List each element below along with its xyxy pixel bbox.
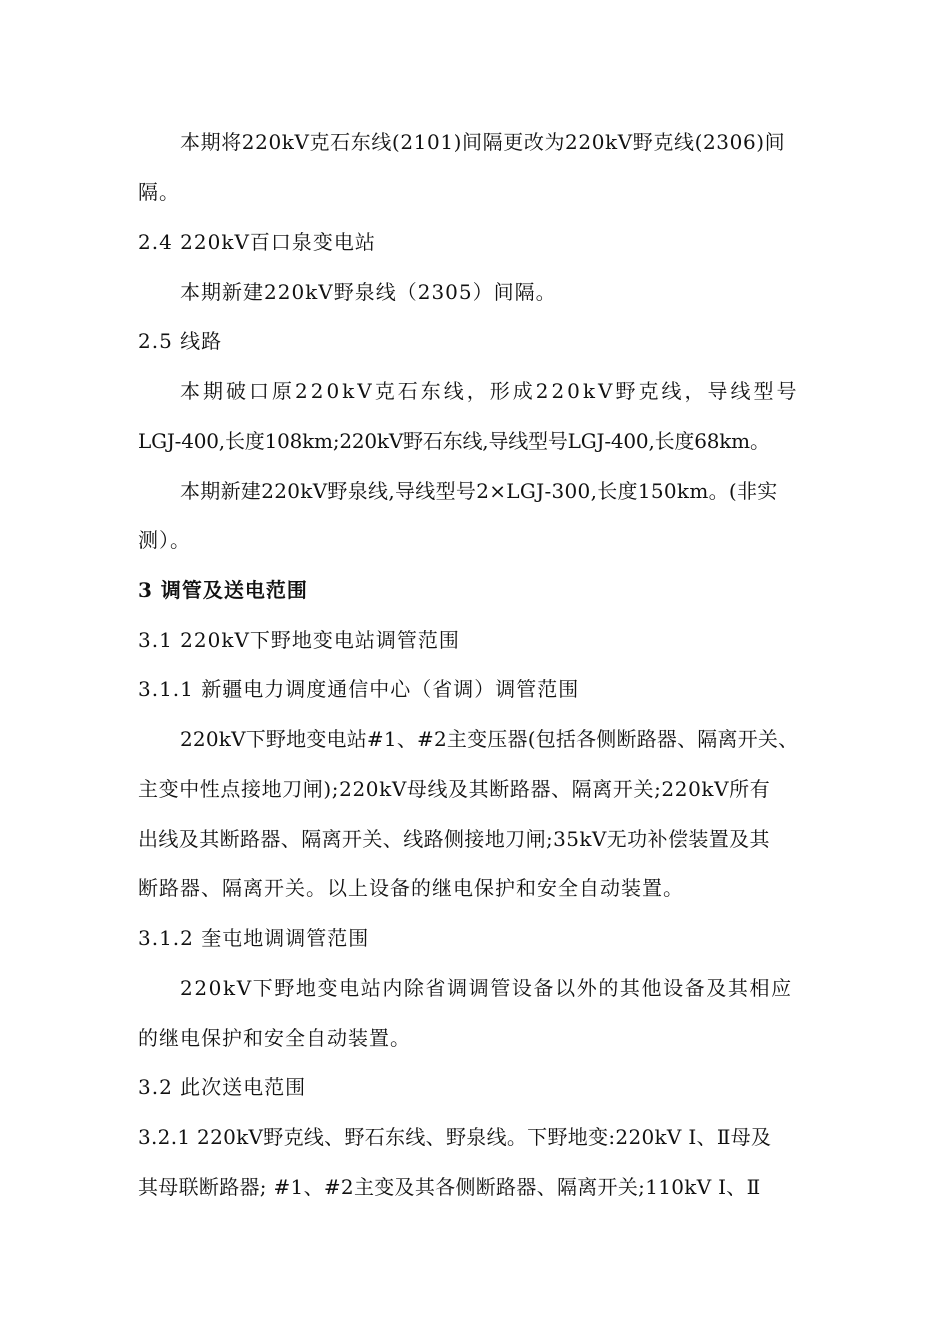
paragraph-line: 本期新建220kV野泉线,导线型号2×LGJ-300,长度150km。(非实 xyxy=(180,479,778,503)
paragraph-line: 220kV下野地变电站内除省调调管设备以外的其他设备及其相应 xyxy=(180,976,793,1000)
paragraph-line: 本期将220kV克石东线(2101)间隔更改为220kV野克线(2306)间 xyxy=(180,130,786,154)
paragraph-line: 其母联断路器; #1、#2主变及其各侧断路器、隔离开关;110kV Ⅰ、Ⅱ xyxy=(138,1175,761,1199)
paragraph-line: 出线及其断路器、隔离开关、线路侧接地刀闸;35kV无功补偿装置及其 xyxy=(138,827,770,851)
paragraph-line: 主变中性点接地刀闸);220kV母线及其断路器、隔离开关;220kV所有 xyxy=(138,777,771,801)
paragraph-line: 本期新建220kV野泉线（2305）间隔。 xyxy=(180,280,557,304)
paragraph-line: 的继电保护和安全自动装置。 xyxy=(138,1026,411,1050)
section-heading: 2.4 220kV百口泉变电站 xyxy=(138,230,376,254)
section-heading: 3.2 此次送电范围 xyxy=(138,1075,307,1099)
subsection-heading: 3.1.2 奎屯地调调管范围 xyxy=(138,926,370,950)
paragraph-line: 断路器、隔离开关。以上设备的继电保护和安全自动装置。 xyxy=(138,876,684,900)
paragraph-line: LGJ-400,长度108km;220kV野石东线,导线型号LGJ-400,长度68km。 xyxy=(138,429,770,453)
paragraph-line: 220kV下野地变电站#1、#2主变压器(包括各侧断路器、隔离开关、 xyxy=(180,727,799,751)
paragraph-line: 本期破口原220kV克石东线，形成220kV野克线，导线型号 xyxy=(180,379,800,403)
paragraph-line: 3.2.1 220kV野克线、野石东线、野泉线。下野地变:220kV Ⅰ、Ⅱ母及 xyxy=(138,1125,772,1149)
paragraph-line: 测）。 xyxy=(138,528,191,552)
paragraph-line: 隔。 xyxy=(138,180,180,204)
chapter-heading: 3 调管及送电范围 xyxy=(138,578,308,602)
section-heading: 3.1 220kV下野地变电站调管范围 xyxy=(138,628,460,652)
section-heading: 2.5 线路 xyxy=(138,329,223,353)
subsection-heading: 3.1.1 新疆电力调度通信中心（省调）调管范围 xyxy=(138,677,580,701)
